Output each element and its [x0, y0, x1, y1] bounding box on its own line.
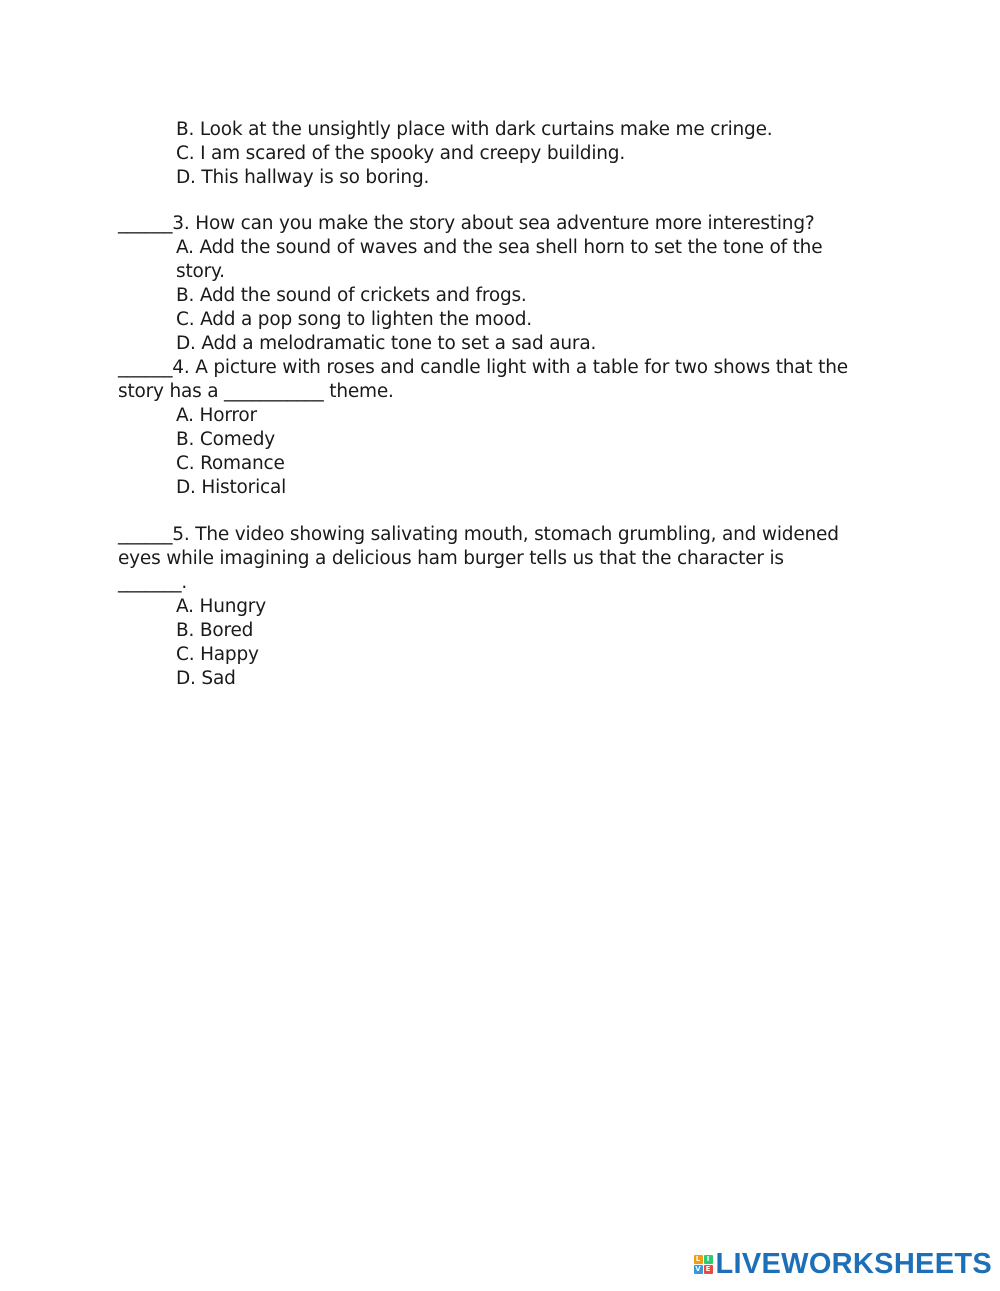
- q3-option-a-line2: story.: [176, 261, 225, 282]
- q5-option-b: B. Bored: [176, 620, 254, 641]
- q5-option-d: D. Sad: [176, 668, 236, 689]
- q3-stem: ______3. How can you make the story about sea adventure more interesting?: [118, 213, 815, 234]
- logo-block-i: I: [704, 1255, 713, 1264]
- q4-option-c: C. Romance: [176, 453, 285, 474]
- logo-blocks-icon: [694, 1255, 713, 1274]
- q4-stem-line2: story has a ___________ theme.: [118, 381, 394, 402]
- logo-block-e: E: [704, 1265, 713, 1274]
- q2-option-c: C. I am scared of the spooky and creepy building.: [176, 143, 626, 164]
- q2-option-d: D. This hallway is so boring.: [176, 167, 430, 188]
- logo-block-v: V: [695, 1264, 701, 1273]
- logo-block-l: L: [694, 1255, 703, 1264]
- q5-option-c: C. Happy: [176, 644, 259, 665]
- q4-option-d: D. Historical: [176, 477, 287, 498]
- q3-option-b: B. Add the sound of crickets and frogs.: [176, 285, 527, 306]
- q5-option-a: A. Hungry: [176, 596, 266, 617]
- q3-option-a-line1: A. Add the sound of waves and the sea shell horn to set the tone of the: [176, 237, 823, 258]
- q5-stem-line3: _______.: [118, 572, 188, 593]
- q4-stem-line1: ______4. A picture with roses and candle light with a table for two shows that the: [118, 357, 848, 378]
- q4-option-a: A. Horror: [176, 405, 257, 426]
- q2-option-b: B. Look at the unsightly place with dark curtains make me cringe.: [176, 119, 773, 140]
- logo-text: LIVEWORKSHEETS: [715, 1248, 992, 1280]
- liveworksheets-logo: [694, 1247, 993, 1281]
- q3-option-d: D. Add a melodramatic tone to set a sad aura.: [176, 333, 597, 354]
- q3-option-c: C. Add a pop song to lighten the mood.: [176, 309, 532, 330]
- q5-stem-line1: ______5. The video showing salivating mouth, stomach grumbling, and widened: [118, 524, 839, 545]
- q5-stem-line2: eyes while imagining a delicious ham burger tells us that the character is: [118, 548, 784, 569]
- q4-option-b: B. Comedy: [176, 429, 275, 450]
